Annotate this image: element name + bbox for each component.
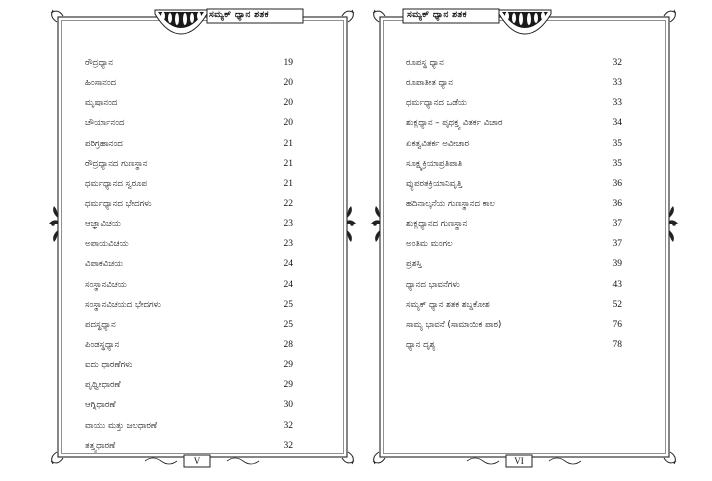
- toc-entry-page: 33: [612, 78, 622, 89]
- toc-entry-title: ಧ್ಯಾನದ ಭಾವನೆಗಳು: [406, 279, 460, 290]
- toc-entry-page: 20: [283, 98, 293, 109]
- toc-entry-title: ಧರ್ಮಧ್ಯಾನದ ಭೇದಗಳು: [85, 199, 152, 210]
- toc-entry-page: 23: [283, 219, 293, 230]
- toc-entry[interactable]: [85, 194, 293, 214]
- toc-entry[interactable]: [406, 73, 622, 93]
- toc-entry-page: 35: [612, 158, 622, 169]
- toc-entry-title: ಧರ್ಮಧ್ಯಾನದ ಸ್ವರೂಪ: [85, 178, 147, 189]
- toc-entry-page: 24: [283, 259, 293, 270]
- toc-entry[interactable]: [406, 113, 622, 133]
- toc-entry-page: 23: [283, 239, 293, 250]
- left-page: [47, 6, 358, 468]
- toc-entry-page: 52: [612, 299, 622, 310]
- toc-entry[interactable]: [406, 174, 622, 194]
- toc-entry-title: ಸಮ್ಯಕ್ ಧ್ಯಾನ ಶತಕ ಶಬ್ದಕೋಶ: [406, 299, 490, 310]
- toc-entry[interactable]: [85, 254, 293, 274]
- toc-entry-title: ಶುಕ್ಲಧ್ಯಾನದ ಗುಣಸ್ಥಾನ: [406, 219, 468, 230]
- toc-entry-page: 39: [612, 259, 622, 270]
- toc-entry-title: ಹದಿನಾಲ್ಕನೆಯ ಗುಣಸ್ಥಾನದ ಕಾಲ: [406, 199, 495, 210]
- toc-entry-page: 32: [283, 420, 293, 431]
- toc-entry-page: 20: [283, 118, 293, 129]
- toc-entry-page: 21: [283, 158, 293, 169]
- toc-entry[interactable]: [85, 436, 293, 456]
- toc-entry-title: ಧರ್ಮಧ್ಯಾನದ ಒಡೆಯ: [406, 98, 467, 109]
- toc-entry-title: ಪಿಂಡಸ್ಥಧ್ಯಾನ: [85, 340, 120, 351]
- toc-entry-page: 29: [283, 380, 293, 391]
- toc-entry-title: ಆಜ್ಞಾವಿಚಯ: [85, 219, 121, 230]
- toc-list: [406, 53, 622, 355]
- toc-entry[interactable]: [85, 174, 293, 194]
- running-header: ಸಮ್ಯಕ್ ಧ್ಯಾನ ಶತಕ: [209, 10, 269, 20]
- header-crown-ornament: [499, 10, 551, 34]
- toc-entry[interactable]: [85, 73, 293, 93]
- toc-entry[interactable]: [406, 315, 622, 335]
- toc-entry-title: ಸೂಕ್ಷ್ಮಕ್ರಿಯಾಪ್ರತಿಪಾತಿ: [406, 158, 463, 169]
- toc-entry-page: 24: [283, 279, 293, 290]
- toc-entry[interactable]: [85, 335, 293, 355]
- toc-entry-title: ಶುಕ್ಲಧ್ಯಾನ – ಪೃಥಕ್ತ್ವ ವಿತರ್ಕ ವಿಚಾರ: [406, 118, 503, 129]
- toc-entry-page: 76: [612, 319, 622, 330]
- toc-entry-title: ಧ್ಯಾನ ದೃಶ್ಯ: [406, 340, 436, 351]
- toc-entry-title: ಪರಿಗ್ರಹಾನಂದ: [85, 138, 123, 149]
- toc-entry[interactable]: [85, 355, 293, 375]
- toc-entry-title: ಐದು ಧಾರಣೆಗಳು: [85, 360, 133, 371]
- toc-entry-title: ಸಂಸ್ಥಾನವಿಚಯ: [85, 279, 127, 290]
- toc-entry[interactable]: [85, 234, 293, 254]
- toc-entry-page: 43: [612, 279, 622, 290]
- toc-entry-page: 25: [283, 319, 293, 330]
- toc-entry[interactable]: [406, 335, 622, 355]
- toc-entry[interactable]: [406, 134, 622, 154]
- toc-entry[interactable]: [85, 315, 293, 335]
- toc-entry-page: 29: [283, 360, 293, 371]
- toc-entry-title: ಅಪಾಯವಿಚಯ: [85, 239, 129, 250]
- page-folio: V: [193, 456, 201, 466]
- toc-entry[interactable]: [85, 113, 293, 133]
- toc-entry-title: ಪದಸ್ಥಧ್ಯಾನ: [85, 319, 116, 330]
- toc-entry[interactable]: [406, 295, 622, 315]
- toc-entry-page: 22: [283, 199, 293, 210]
- toc-entry[interactable]: [406, 214, 622, 234]
- toc-entry[interactable]: [406, 53, 622, 73]
- toc-entry-title: ಮೃಷಾನಂದ: [85, 98, 118, 109]
- toc-entry[interactable]: [85, 134, 293, 154]
- toc-entry-title: ಸಂಸ್ಥಾನವಿಚಯದ ಭೇದಗಳು: [85, 299, 161, 310]
- toc-entry-title: ರೂಪಾತೀತ ಧ್ಯಾನ: [406, 78, 453, 89]
- toc-entry[interactable]: [85, 295, 293, 315]
- toc-list: [85, 53, 293, 456]
- toc-entry[interactable]: [85, 416, 293, 436]
- toc-entry-page: 36: [612, 199, 622, 210]
- toc-entry-title: ವ್ಯುಪರತಕ್ರಿಯಾನಿವೃತ್ತಿ: [406, 178, 462, 189]
- header-crown-ornament: [155, 10, 207, 34]
- toc-entry-page: 37: [612, 219, 622, 230]
- toc-entry-title: ಪೃಥ್ವೀಧಾರಣೆ: [85, 380, 121, 391]
- toc-entry-page: 34: [612, 118, 622, 129]
- toc-entry[interactable]: [85, 275, 293, 295]
- toc-entry-title: ಅಂತಿಮ ಮಂಗಲ: [406, 239, 453, 250]
- toc-entry-title: ಸಾಮ್ಯ ಭಾವನೆ (ಸಾಮಾಯಿಕ ಪಾಠ): [406, 319, 502, 330]
- toc-entry-page: 35: [612, 138, 622, 149]
- toc-entry-title: ರೂಪಸ್ಥ ಧ್ಯಾನ: [406, 58, 444, 69]
- toc-entry-title: ವಾಯು ಮತ್ತು ಜಲಧಾರಣೆ: [85, 420, 158, 431]
- toc-entry-page: 37: [612, 239, 622, 250]
- toc-entry-page: 19: [283, 58, 293, 69]
- toc-entry-title: ಹಿಂಸಾನಂದ: [85, 78, 117, 89]
- toc-entry-title: ರೌದ್ರಧ್ಯಾನದ ಗುಣಸ್ಥಾನ: [85, 158, 148, 169]
- toc-entry-title: ಏಕತ್ವವಿತರ್ಕ ಅವೀಚಾರ: [406, 138, 470, 149]
- toc-entry[interactable]: [406, 254, 622, 274]
- toc-entry-title: ರೌದ್ರಧ್ಯಾನ: [85, 58, 113, 69]
- toc-entry-title: ವಿಪಾಕವಿಚಯ: [85, 259, 124, 270]
- page-folio: VI: [514, 456, 524, 466]
- toc-entry-page: 20: [283, 78, 293, 89]
- toc-entry[interactable]: [406, 93, 622, 113]
- toc-entry[interactable]: [85, 395, 293, 415]
- toc-entry[interactable]: [85, 375, 293, 395]
- toc-entry-page: 32: [283, 440, 293, 451]
- toc-entry-page: 36: [612, 178, 622, 189]
- toc-entry[interactable]: [85, 93, 293, 113]
- toc-entry-page: 21: [283, 178, 293, 189]
- toc-entry[interactable]: [406, 275, 622, 295]
- toc-entry-page: 33: [612, 98, 622, 109]
- toc-entry-page: 21: [283, 138, 293, 149]
- right-page: [369, 6, 680, 468]
- toc-entry-title: ತತ್ತ್ವಧಾರಣೆ: [85, 440, 116, 451]
- toc-entry[interactable]: [85, 214, 293, 234]
- toc-entry[interactable]: [85, 53, 293, 73]
- running-header: ಸಮ್ಯಕ್ ಧ್ಯಾನ ಶತಕ: [407, 10, 467, 20]
- toc-entry-title: ಚೌರ್ಯಾನಂದ: [85, 118, 125, 129]
- toc-entry[interactable]: [406, 194, 622, 214]
- toc-entry[interactable]: [406, 154, 622, 174]
- toc-entry-page: 32: [612, 58, 622, 69]
- toc-entry-title: ಪ್ರಶಸ್ತಿ: [406, 259, 422, 270]
- toc-entry-page: 30: [283, 400, 293, 411]
- toc-entry-page: 25: [283, 299, 293, 310]
- toc-entry-page: 78: [612, 340, 622, 351]
- toc-entry-page: 28: [283, 340, 293, 351]
- toc-entry[interactable]: [406, 234, 622, 254]
- toc-entry[interactable]: [85, 154, 293, 174]
- toc-entry-title: ಆಗ್ನಿಧಾರಣೆ: [85, 400, 116, 411]
